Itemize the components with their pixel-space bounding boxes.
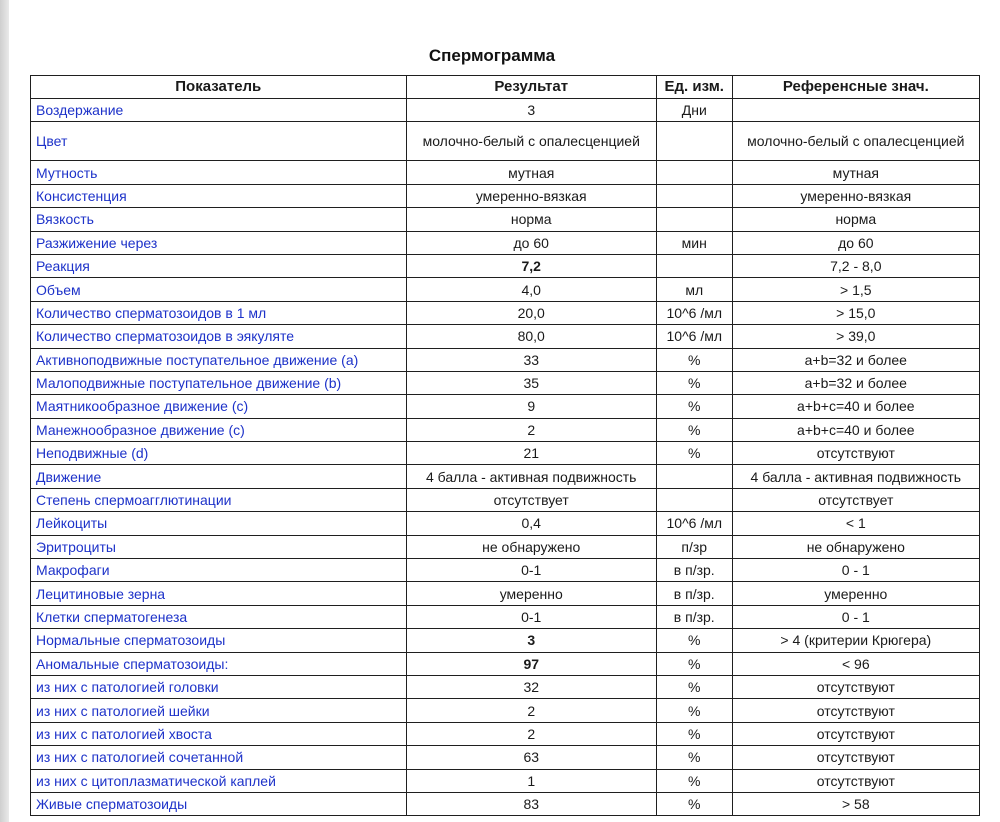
table-row [31, 699, 980, 722]
header-result: Результат [406, 76, 656, 99]
unit-cell: мл [656, 278, 732, 301]
unit-cell [656, 122, 732, 161]
reference-cell: 0 - 1 [732, 559, 979, 582]
result-cell: 2 [406, 722, 656, 745]
unit-cell [656, 208, 732, 231]
table-row [31, 465, 980, 488]
result-cell: 2 [406, 418, 656, 441]
indicator-cell: из них с патологией головки [31, 675, 407, 698]
page-edge [0, 0, 9, 822]
document-title: Спермограмма [428, 46, 556, 65]
unit-cell: % [656, 769, 732, 792]
unit-cell: 10^6 /мл [656, 512, 732, 535]
indicator-cell: Объем [31, 278, 407, 301]
table-row [31, 208, 980, 231]
result-cell: молочно-белый с опалесценцией [406, 122, 656, 161]
reference-cell: не обнаружено [732, 535, 979, 558]
reference-cell [732, 99, 979, 122]
reference-cell: умеренно-вязкая [732, 184, 979, 207]
indicator-cell: Клетки сперматогенеза [31, 605, 407, 628]
result-cell: отсутствует [406, 488, 656, 511]
table-row [31, 301, 980, 324]
reference-cell: 0 - 1 [732, 605, 979, 628]
reference-cell: отсутствует [732, 488, 979, 511]
result-cell: 7,2 [406, 254, 656, 277]
table-row [31, 325, 980, 348]
table-row [31, 122, 980, 161]
unit-cell: п/зр [656, 535, 732, 558]
unit-cell: в п/зр. [656, 559, 732, 582]
result-cell: 21 [406, 442, 656, 465]
table-row [31, 769, 980, 792]
table-row [31, 254, 980, 277]
result-cell: 0,4 [406, 512, 656, 535]
table-row [31, 161, 980, 184]
reference-cell: мутная [732, 161, 979, 184]
table-row [31, 605, 980, 628]
header-indicator: Показатель [31, 76, 407, 99]
table-row [31, 512, 980, 535]
indicator-cell: из них с патологией шейки [31, 699, 407, 722]
unit-cell: % [656, 722, 732, 745]
table-row [31, 395, 980, 418]
indicator-cell: Эритроциты [31, 535, 407, 558]
unit-cell: % [656, 792, 732, 815]
reference-cell: a+b+c=40 и более [732, 418, 979, 441]
unit-cell: % [656, 442, 732, 465]
indicator-cell: Живые сперматозоиды [31, 792, 407, 815]
reference-cell: > 1,5 [732, 278, 979, 301]
result-cell: не обнаружено [406, 535, 656, 558]
reference-cell: норма [732, 208, 979, 231]
indicator-cell: Консистенция [31, 184, 407, 207]
unit-cell [656, 254, 732, 277]
reference-cell: > 4 (критерии Крюгера) [732, 629, 979, 652]
result-cell: 80,0 [406, 325, 656, 348]
unit-cell: % [656, 348, 732, 371]
indicator-cell: Малоподвижные поступательное движение (b) [31, 371, 407, 394]
reference-cell: > 15,0 [732, 301, 979, 324]
result-cell: норма [406, 208, 656, 231]
unit-cell: % [656, 746, 732, 769]
table-row [31, 582, 980, 605]
table-row [31, 371, 980, 394]
unit-cell [656, 465, 732, 488]
reference-cell: 7,2 - 8,0 [732, 254, 979, 277]
reference-cell: отсутствуют [732, 699, 979, 722]
document-page [9, 0, 1000, 822]
indicator-cell: Цвет [31, 122, 407, 161]
result-cell: умеренно [406, 582, 656, 605]
reference-cell: > 58 [732, 792, 979, 815]
table-row [31, 488, 980, 511]
unit-cell: % [656, 395, 732, 418]
table-row [31, 629, 980, 652]
result-cell: 2 [406, 699, 656, 722]
results-table [30, 75, 980, 816]
result-cell: 0-1 [406, 605, 656, 628]
table-row [31, 559, 980, 582]
result-cell: 20,0 [406, 301, 656, 324]
table-row [31, 746, 980, 769]
indicator-cell: Воздержание [31, 99, 407, 122]
header-unit: Ед. изм. [656, 76, 732, 99]
unit-cell [656, 184, 732, 207]
unit-cell: мин [656, 231, 732, 254]
reference-cell: a+b=32 и более [732, 348, 979, 371]
table-row [31, 792, 980, 815]
indicator-cell: из них с патологией сочетанной [31, 746, 407, 769]
table-row [31, 278, 980, 301]
table-row [31, 99, 980, 122]
indicator-cell: Количество сперматозоидов в 1 мл [31, 301, 407, 324]
header-reference: Референсные знач. [732, 76, 979, 99]
indicator-cell: Степень спермоагглютинации [31, 488, 407, 511]
unit-cell: 10^6 /мл [656, 325, 732, 348]
reference-cell: < 96 [732, 652, 979, 675]
table-body [31, 99, 980, 816]
indicator-cell: Лейкоциты [31, 512, 407, 535]
unit-cell: % [656, 652, 732, 675]
reference-cell: отсутствуют [732, 769, 979, 792]
result-cell: 0-1 [406, 559, 656, 582]
reference-cell: отсутствуют [732, 746, 979, 769]
indicator-cell: Маятникообразное движение (c) [31, 395, 407, 418]
unit-cell [656, 488, 732, 511]
unit-cell: Дни [656, 99, 732, 122]
reference-cell: отсутствуют [732, 442, 979, 465]
result-cell: 4,0 [406, 278, 656, 301]
table-row [31, 652, 980, 675]
unit-cell: в п/зр. [656, 605, 732, 628]
result-cell: 35 [406, 371, 656, 394]
indicator-cell: Макрофаги [31, 559, 407, 582]
unit-cell: % [656, 629, 732, 652]
table-row [31, 348, 980, 371]
reference-cell: умеренно [732, 582, 979, 605]
result-cell: 33 [406, 348, 656, 371]
table-row [31, 535, 980, 558]
reference-cell: отсутствуют [732, 675, 979, 698]
indicator-cell: Манежнообразное движение (c) [31, 418, 407, 441]
indicator-cell: Движение [31, 465, 407, 488]
reference-cell: < 1 [732, 512, 979, 535]
unit-cell: % [656, 675, 732, 698]
reference-cell: молочно-белый с опалесценцией [732, 122, 979, 161]
result-cell: 63 [406, 746, 656, 769]
table-row [31, 675, 980, 698]
indicator-cell: из них с цитоплазматической каплей [31, 769, 407, 792]
reference-cell: > 39,0 [732, 325, 979, 348]
indicator-cell: из них с патологией хвоста [31, 722, 407, 745]
result-cell: 3 [406, 99, 656, 122]
result-cell: 1 [406, 769, 656, 792]
result-cell: 97 [406, 652, 656, 675]
unit-cell [656, 161, 732, 184]
reference-cell: a+b=32 и более [732, 371, 979, 394]
result-cell: мутная [406, 161, 656, 184]
unit-cell: 10^6 /мл [656, 301, 732, 324]
result-cell: умеренно-вязкая [406, 184, 656, 207]
table-row [31, 418, 980, 441]
unit-cell: % [656, 371, 732, 394]
table-row [31, 442, 980, 465]
indicator-cell: Вязкость [31, 208, 407, 231]
reference-cell: 4 балла - активная подвижность [732, 465, 979, 488]
indicator-cell: Мутность [31, 161, 407, 184]
table-row [31, 184, 980, 207]
result-cell: 83 [406, 792, 656, 815]
result-cell: 4 балла - активная подвижность [406, 465, 656, 488]
reference-cell: до 60 [732, 231, 979, 254]
indicator-cell: Количество сперматозоидов в эякуляте [31, 325, 407, 348]
result-cell: до 60 [406, 231, 656, 254]
indicator-cell: Нормальные сперматозоиды [31, 629, 407, 652]
table-row [31, 231, 980, 254]
indicator-cell: Лецитиновые зерна [31, 582, 407, 605]
reference-cell: отсутствуют [732, 722, 979, 745]
result-cell: 32 [406, 675, 656, 698]
indicator-cell: Реакция [31, 254, 407, 277]
reference-cell: a+b+c=40 и более [732, 395, 979, 418]
unit-cell: в п/зр. [656, 582, 732, 605]
result-cell: 9 [406, 395, 656, 418]
result-cell: 3 [406, 629, 656, 652]
unit-cell: % [656, 418, 732, 441]
indicator-cell: Аномальные сперматозоиды: [31, 652, 407, 675]
unit-cell: % [656, 699, 732, 722]
indicator-cell: Разжижение через [31, 231, 407, 254]
table-row [31, 722, 980, 745]
indicator-cell: Неподвижные (d) [31, 442, 407, 465]
indicator-cell: Активноподвижные поступательное движение (a) [31, 348, 407, 371]
table-header-row [31, 76, 980, 99]
